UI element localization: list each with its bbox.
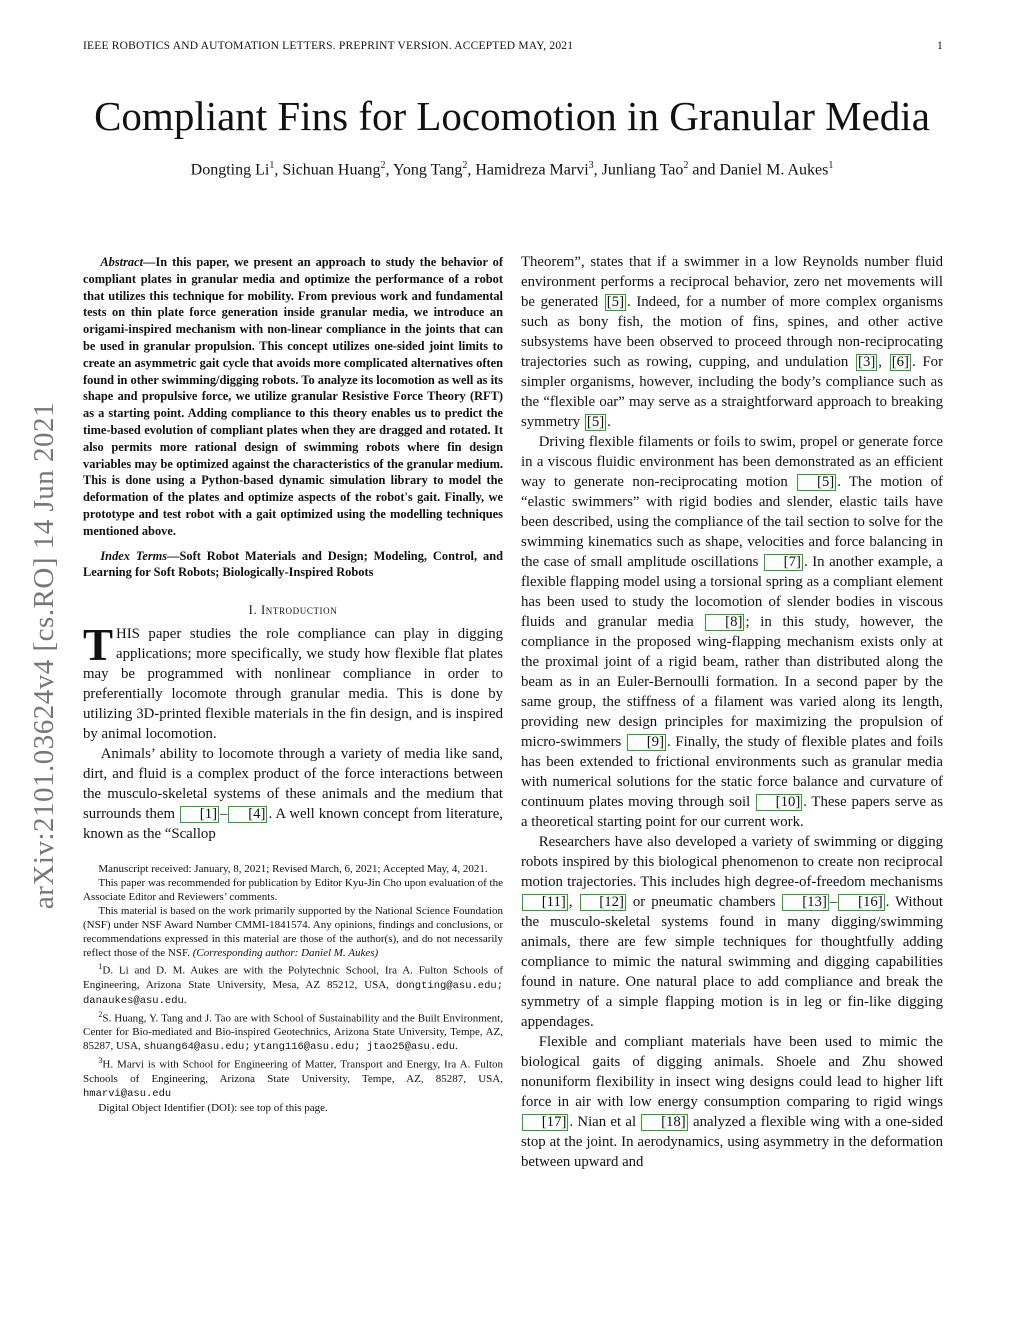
citation-link[interactable]: [17] bbox=[522, 1114, 568, 1131]
author-affiliation: 2 bbox=[380, 160, 386, 171]
index-terms-text: Soft Robot Materials and Design; Modeling, Control, and Learning for Soft Robots; Biologically-Inspired Robots bbox=[83, 548, 503, 580]
paragraph-text: – bbox=[829, 894, 838, 910]
footnote-text: This material is based on the work primarily supported by the National Science Foundation (NSF) under NSF Award Number CMMI-1841574. Any opinions, findings and conclusions, or recommendations expressed in this material are those of the author(s), and do not necessarily reflect those of the NSF. bbox=[83, 905, 503, 960]
paragraph-text: . The motion of “elastic swimmers” with rigid bodies and slender, elastic tails have been described, using the compliance of the tail section to solve for the swimming kinematics such as shape, velocities and force balancing in the case of small amplitude oscillations bbox=[521, 474, 943, 570]
author-affiliation: 2 bbox=[683, 160, 689, 171]
corresponding-author: (Corresponding author: Daniel M. Aukes) bbox=[192, 947, 379, 960]
citation-link[interactable]: [3] bbox=[858, 354, 876, 370]
running-head bbox=[83, 40, 943, 52]
footnote-text: D. Li and D. M. Aukes are with the Polytechnic School, Ira A. Fulton Schools of Engineering, Arizona State University, Mesa, AZ 85212, USA, bbox=[83, 964, 503, 991]
body-paragraph bbox=[521, 832, 943, 1032]
paragraph-text: . A well known concept from literature, known as the “Scallop bbox=[83, 806, 503, 843]
paragraph-text: . For simpler organisms, however, including the body’s compliance such as the “flexible oar” may serve as a straightforward approach to breaking symmetry bbox=[521, 354, 943, 430]
citation-link[interactable]: [10] bbox=[756, 794, 802, 811]
citation-link[interactable]: [18] bbox=[641, 1114, 687, 1131]
footnote-funding bbox=[83, 904, 503, 960]
footnote-mark: 2 bbox=[98, 1009, 103, 1019]
left-column bbox=[83, 254, 503, 1115]
email-link[interactable]: hmarvi@asu.edu bbox=[83, 1088, 172, 1101]
author: Junliang Tao bbox=[601, 161, 684, 179]
paragraph-text: analyzed a flexible wing with a one-sided stop at the joint. In aerodynamics, using asymmetry in the deformation between upward and bbox=[521, 1114, 943, 1170]
citation-link[interactable]: [1] bbox=[180, 806, 219, 823]
paragraph-text: . Nian et al bbox=[569, 1114, 641, 1130]
footnote-mark: 3 bbox=[98, 1056, 103, 1066]
author: Dongting Li bbox=[190, 161, 270, 179]
index-terms-lead: Index Terms bbox=[100, 548, 168, 563]
author-affiliation: 1 bbox=[828, 160, 834, 171]
citation-link[interactable]: [4] bbox=[228, 806, 267, 823]
paragraph-text: Flexible and compliant materials have been used to mimic the biological gaits of digging animals. Shoele and Zhu showed nonuniform flexibility in insect wing designs could lead to higher lift force in air with low energy consumption comparing to rigid wings bbox=[521, 1034, 943, 1110]
citation-link[interactable]: [16] bbox=[838, 894, 884, 911]
paragraph-text: ; in this study, however, the compliance in the proposed wing-flapping mechanism exists only at the proximal joint of a rigid beam, rather than distributed along the beam as in an Euler-Bernoulli formation. In a second paper by the same group, the stiffness of a filament was varied along its length, providing new design principles for maximizing the propulsion of micro-swimmers bbox=[521, 614, 943, 750]
paragraph-text: . bbox=[607, 414, 611, 430]
section-number: I. bbox=[248, 603, 258, 618]
email-link[interactable]: dongting@asu.edu; danaukes@asu.edu bbox=[83, 979, 504, 1007]
citation-link[interactable]: [5] bbox=[586, 414, 605, 430]
citation-link[interactable]: [7] bbox=[764, 554, 803, 571]
footnote-doi: Digital Object Identifier (DOI): see top of this page. bbox=[98, 1102, 328, 1115]
arxiv-stamp bbox=[20, 360, 70, 950]
right-column bbox=[521, 252, 943, 1172]
paper-title: Compliant Fins for Locomotion in Granular Media bbox=[94, 93, 930, 139]
journal-name: IEEE ROBOTICS AND AUTOMATION LETTERS. PREPRINT VERSION. ACCEPTED MAY, 2021 bbox=[83, 40, 574, 52]
body-paragraph bbox=[521, 432, 943, 832]
footnote-editor: This paper was recommended for publication by Editor Kyu-Jin Cho upon evaluation of the Associate Editor and Reviewers’ comments. bbox=[83, 877, 503, 904]
email-link[interactable]: ytang116@asu.edu; jtao25@asu.edu bbox=[253, 1041, 456, 1054]
paragraph-text: Driving flexible filaments or foils to swim, propel or generate force in a viscous fluidic environment has been demonstrated as an efficient way to generate non-reciprocating motion bbox=[521, 434, 943, 490]
intro-paragraph bbox=[83, 744, 503, 844]
paragraph-text: . In another example, a flexible flapping model using a torsional spring as a compliant element has been used to study the locomotion of slender bodies in viscous fluids and granular media bbox=[521, 554, 943, 630]
abstract-text: In this paper, we present an approach to study the behavior of compliant plates in granular media and optimize the performance of a robot that utilizes this technique for mobility. From previous work and fundamental tests on thin plate force generation inside granular media, we introduce an origami-inspired mechanism with non-linear compliance in the joints that can be used in granular propulsion. This concept utilizes one-sided joint limits to create an asymmetric gait cycle that avoids more complicated alternatives often found in other swimming/digging robots. To analyze its locomotion as well as its shape and propulsive force, we utilize granular Resistive Force Theory (RFT) as a starting point. Adding compliance to this theory enables us to predict the time-based evolution of compliant plates when they are dragged and rotated. It also permits more rational design of swimming robots where fin design variables may be optimized against the characteristics of the granular medium. This is done using a Python-based dynamic simulation library to model the deformation of the plates and optimize aspects of the robot's gait. Finally, we prototype and test robot with a gait optimized using the modelling techniques mentioned above. bbox=[83, 255, 503, 538]
footnote-affiliation-3 bbox=[83, 1054, 503, 1101]
section-title: Introduction bbox=[260, 603, 338, 618]
author-affiliation: 2 bbox=[462, 160, 468, 171]
paragraph-text: Animals’ ability to locomote through a variety of media like sand, dirt, and fluid is a complex product of the force interactions between the musculo-skeletal systems of these animals and the medium that surrounds them bbox=[83, 746, 503, 823]
paragraph-text: or pneumatic chambers bbox=[626, 894, 782, 910]
intro-text: paper studies the role compliance can play in digging applications; more specifically, we study how flexible flat plates may be programmed with nonlinear compliance in order to preferentially locomote through granular media. This is done by utilizing 3D-printed flexible materials in the fin design, and is inspired by animal locomotion. bbox=[83, 626, 503, 743]
paragraph-text: , bbox=[878, 354, 889, 370]
footnote-affiliation-2: $^2$S. Huang, Y. Tang and J. Tao are with School of Sustainability and the Built Environment, Center for Bio-mediated and Bio-inspired Geotechnics, Arizona State University, Tempe, AZ, 85287, USA, shuang64@asu.edu; ytang116@asu.edu; jtao25@asu.edu. bbox=[83, 1009, 503, 1054]
abstract: Abstract—In this paper, we present an approach to study the behavior of compliant plates in granular media and optimize the performance of a robot that utilizes this technique for mobility. From previous work and fundamental tests on thin plate force generation inside granular media, we introduce an origami-inspired mechanism with non-linear compliance in the joints that can be used in granular propulsion. This concept utilizes one-sided joint limits to create an asymmetric gait cycle that avoids more complicated alternatives often found in other swimming/digging robots. To analyze its locomotion as well as its shape and propulsive force, we utilize granular Resistive Force Theory (RFT) as a starting point. Adding compliance to this theory enables us to predict the time-based evolution of compliant plates when they are dragged and rotated. It also permits more rational design of swimming robots where fin design variables may be optimized against the characteristics of the granular medium. This is done using a Python-based dynamic simulation library to model the deformation of the plates and optimize aspects of the robot's gait. Finally, we prototype and test robot with a gait optimized using the modelling techniques mentioned above. bbox=[83, 255, 503, 538]
paragraph-text: – bbox=[220, 806, 228, 823]
footnote-affiliation-1: $^1$D. Li and D. M. Aukes are with the Polytechnic School, Ira A. Fulton Schools of Engineering, Arizona State University, Mesa, AZ 85212, USA, dongting@asu.edu; danaukes@asu.edu. bbox=[83, 962, 504, 1007]
abstract-lead: Abstract bbox=[100, 255, 144, 269]
paragraph-text: . These papers serve as a theoretical starting point for our current work. bbox=[521, 794, 943, 830]
drop-cap: T bbox=[83, 620, 114, 671]
paragraph-text: . Finally, the study of flexible plates and foils has been extended to frictional environments such as granular media with numerical solutions for the static force balance and curvature of continuum plates moving through soil bbox=[521, 734, 943, 810]
footnotes bbox=[83, 862, 503, 1115]
author-list: Dongting Li$^1$, Sichuan Huang$^2$, Yong Tang$^2$, Hamidreza Marvi$^3$, Junliang Tao$^2$ and Daniel M. Aukes$^1$ bbox=[190, 160, 834, 179]
paragraph-text: . Without the musculo-skeletal systems found in many digging/swimming animals, there are few simple techniques for thoughtfully adding compliance to mimic the natural swimming and digging capabilities found in nature. One natural place to add compliance and break the symmetry of a simple flapping motion is in leg or fin-like digging appendages. bbox=[521, 894, 943, 1030]
citation-link[interactable]: [6] bbox=[891, 354, 909, 370]
citation-link[interactable]: [5] bbox=[606, 294, 625, 310]
paragraph-text: Researchers have also developed a variety of swimming or digging robots inspired by this biological phenomenon to create non reciprocal motion trajectories. This includes high degree-of-freedom mechanisms bbox=[521, 834, 943, 890]
author: Hamidreza Marvi bbox=[475, 161, 589, 179]
body-paragraph bbox=[521, 1032, 943, 1172]
citation-link[interactable]: [8] bbox=[705, 614, 744, 631]
email-link[interactable]: shuang64@asu.edu; bbox=[143, 1041, 251, 1054]
citation-link[interactable]: [5] bbox=[797, 474, 836, 491]
author-affiliation: 3 bbox=[588, 160, 594, 171]
page-number: 1 bbox=[937, 40, 943, 52]
section-heading bbox=[83, 603, 503, 618]
author: Daniel M. Aukes bbox=[719, 161, 829, 179]
paragraph-text: , bbox=[568, 894, 579, 910]
footnote-text: H. Marvi is with School for Engineering of Matter, Transport and Energy, Ira A. Fulton Schools of Engineering, Arizona State University, Tempe, AZ, 85287, USA, bbox=[83, 1059, 503, 1086]
intro-lead-caps: HIS bbox=[116, 626, 140, 643]
citation-link[interactable]: [13] bbox=[782, 894, 828, 911]
arxiv-id: arXiv:2101.03624v4 [cs.RO] 14 Jun 2021 bbox=[28, 401, 61, 909]
author: Yong Tang bbox=[392, 161, 463, 179]
body-paragraph bbox=[521, 252, 943, 432]
footnote-mark: 1 bbox=[98, 962, 103, 972]
paragraph-text: Theorem”, states that if a swimmer in a low Reynolds number fluid environment performs a reciprocal behavior, zero net movements will be generated bbox=[521, 254, 943, 310]
citation-link[interactable]: [9] bbox=[627, 734, 666, 751]
author: Sichuan Huang bbox=[282, 161, 381, 179]
paragraph-text: . Indeed, for a number of more complex organisms such as bony fish, the motion of fins, spines, and other active subsystems have been observed to proceed through non-reciprocating trajectories such as rowing, cupping, and undulation bbox=[521, 294, 944, 370]
citation-link[interactable]: [12] bbox=[580, 894, 626, 911]
footnote-received: Manuscript received: January, 8, 2021; Revised March, 6, 2021; Accepted May, 4, 2021. bbox=[98, 863, 488, 876]
footnote-text: S. Huang, Y. Tang and J. Tao are with School of Sustainability and the Built Environment, Center for Bio-mediated and Bio-inspired Geotechnics, Arizona State University, Tempe, AZ, 85287, USA, bbox=[83, 1012, 503, 1053]
index-terms: Index Terms—Soft Robot Materials and Design; Modeling, Control, and Learning for Soft Robots; Biologically-Inspired Robots bbox=[83, 548, 503, 580]
citation-link[interactable]: [11] bbox=[522, 894, 568, 911]
author-affiliation: 1 bbox=[269, 160, 275, 171]
intro-paragraph bbox=[83, 620, 503, 744]
